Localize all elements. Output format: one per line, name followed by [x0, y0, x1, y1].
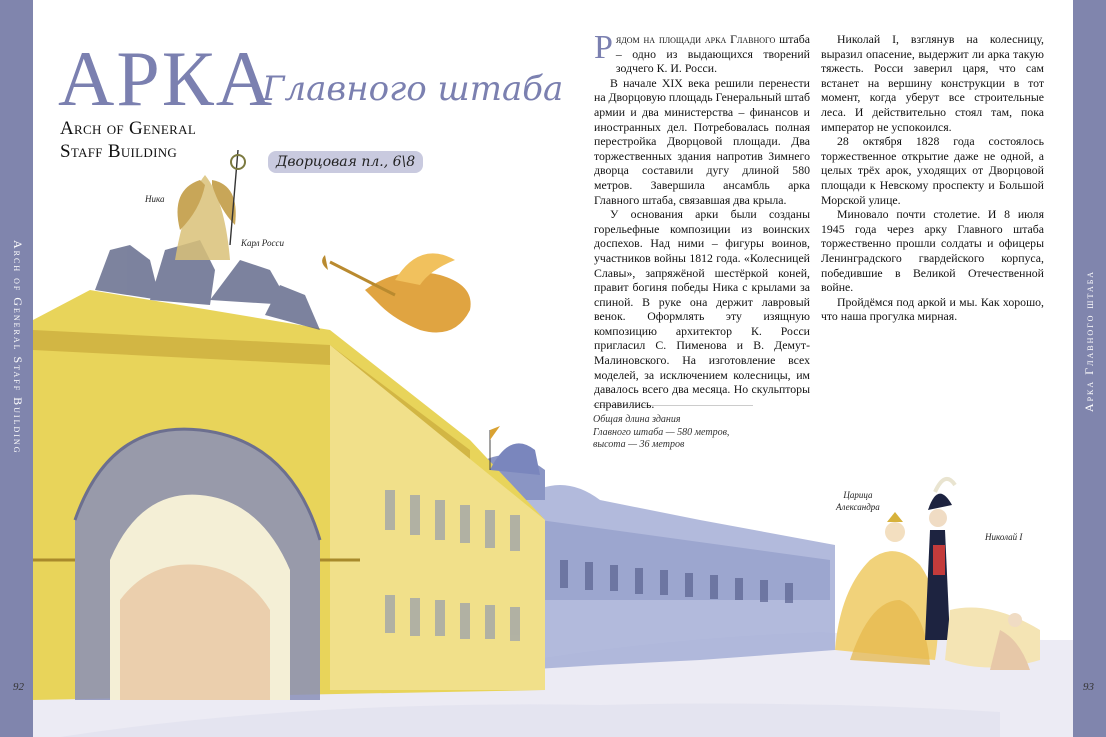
- page-number-right: 93: [1083, 681, 1094, 693]
- caption-tsarina: [836, 490, 880, 513]
- title-english-line-1: Arch of General: [60, 118, 197, 139]
- drop-cap: Р: [594, 29, 613, 66]
- article-column-2: [821, 32, 1044, 324]
- article-paragraph-2: В начале XIX века решили перенести на Дворцовую площадь Генеральный штаб армии и два министерства – финансов и иностранных дел. Потребовалась полная перестройка Дворцовой площади. Два торжественных здания напротив Зимнего дворца составили дугу длиной 580 метров. Завершила ансамбль арка Главного штаба, связавшая два крыла.: [594, 75, 810, 207]
- article-paragraph-4: Николай I, взглянув на колесницу, выразил опасение, выдержит ли арка такую тяжесть. Росси заверил царя, что сам встанет на вершину конструкции в тот момент, когда уберут все строительные леса. И действительно стоял там, пока император не успокоился.: [821, 32, 1044, 134]
- article-column-1: [594, 29, 810, 411]
- caption-rossi: Карл Росси: [241, 238, 284, 248]
- right-side-band: [1073, 0, 1106, 737]
- title-english: [60, 118, 196, 164]
- side-note: [593, 405, 753, 452]
- title-english-line-2: Staff Building: [60, 140, 178, 162]
- article-paragraph-1: [594, 29, 810, 76]
- article-paragraph-3: У основания арки были созданы горельефные композиции из воинских доспехов. Над ними – фигуры воинов, участников войны 1812 года. «Колесницей Славы», запряжёной шестёркой коней, правит богиня победы Ника с крылами за спиной. В руке она держит лавровый венок. Оформлять эту изящную композицию архитектор К. Росси пригласил С. Пименова и В. Демут-Малиновского. На изготовление всех моделей, за исключением колесницы, им давалось всего два месяца. Но скульпторы справились.: [594, 207, 810, 411]
- side-note-line-3: высота — 36 метров: [593, 439, 685, 450]
- title-main: АРКА: [58, 35, 275, 122]
- caption-nikolai: Николай I: [985, 532, 1023, 542]
- side-note-line-2: Главного штаба — 580 метров,: [593, 426, 730, 438]
- caption-tsarina-line-1: Царица: [843, 490, 873, 500]
- caption-nika: Ника: [145, 194, 165, 204]
- article-paragraph-7: Пройдёмся под аркой и мы. Как хорошо, что наша прогулка мирная.: [821, 294, 1044, 324]
- address-label: Дворцовая пл., 6\8: [268, 151, 423, 173]
- side-note-line-1: Общая длина здания: [593, 414, 681, 425]
- article-paragraph-5: 28 октября 1828 года состоялось торжественное открытие даже не одной, а целых трёх арок, уходящих от Дворцовой площади к Невскому проспекту и Большой Морской улице.: [821, 134, 1044, 207]
- title-subtitle: Главного штаба: [262, 69, 564, 109]
- page-number-left: 92: [13, 681, 24, 693]
- left-band-title: Arch of General Staff Building: [11, 240, 25, 455]
- article-lead: ядом на площади арка Главного: [615, 32, 776, 46]
- article-paragraph-6: Миновало почти столетие. И 8 июля 1945 года через арку Главного штаба торжественно прошли солдаты и офицеры Ленинградского гвардейского корпуса, победившие в Великой Отечественной войне.: [821, 207, 1044, 295]
- right-band-title: Арка Главного штаба: [1082, 270, 1096, 413]
- article-paragraph-1-text: штаба – одно из выдающихся творений зодчего К. И. Росси.: [615, 32, 810, 76]
- left-side-band: [0, 0, 33, 737]
- caption-tsarina-line-2: Александра: [836, 501, 880, 512]
